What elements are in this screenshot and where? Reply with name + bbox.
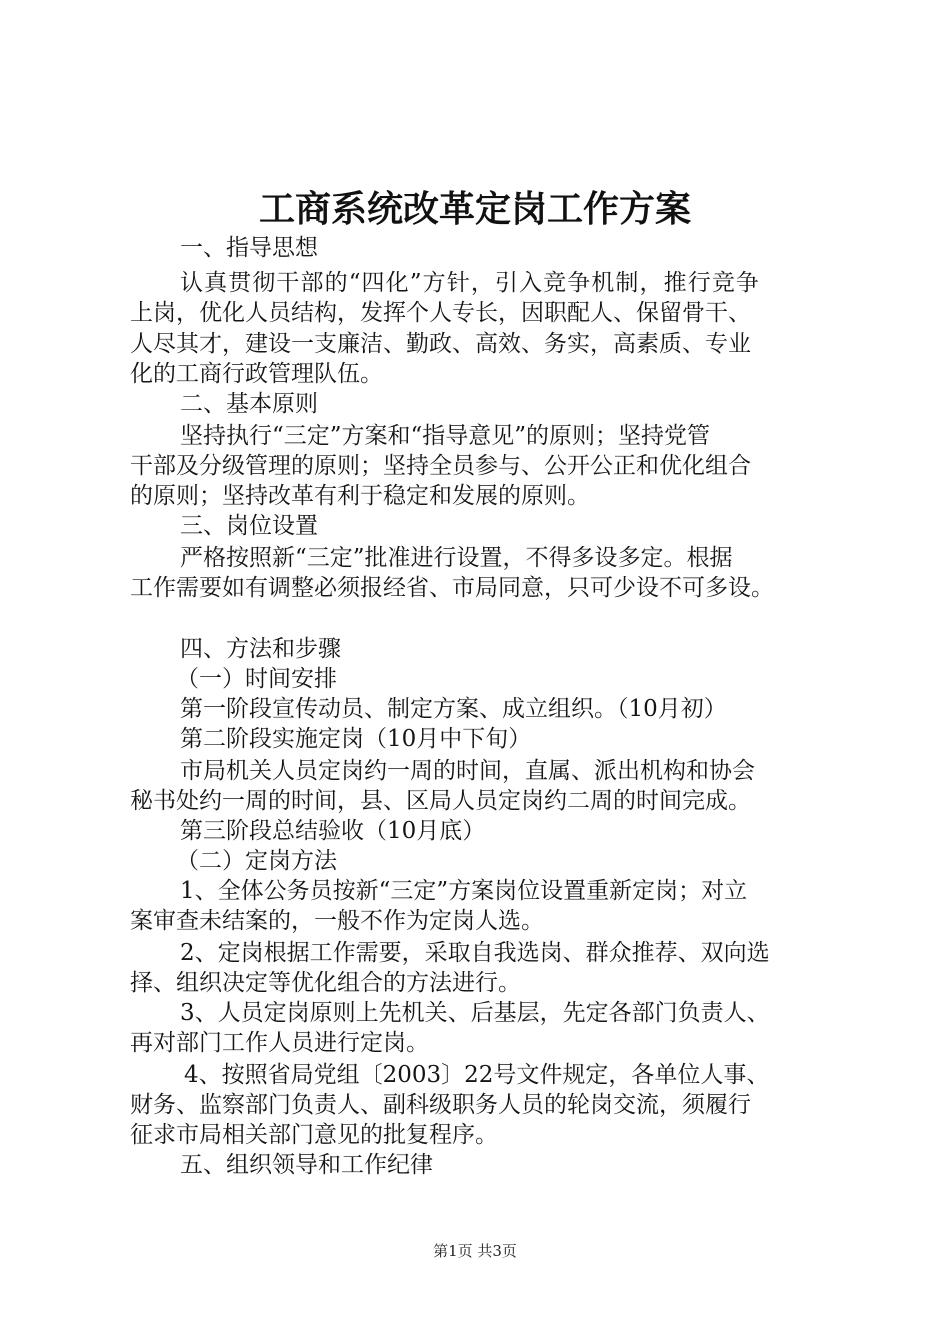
subsection-heading: （二）定岗方法 <box>176 848 337 874</box>
section-heading: 三、岗位设置 <box>180 513 318 539</box>
page-number-footer: 第1页 共3页 <box>433 1242 517 1260</box>
list-item-line: 择、组织决定等优化组合的方法进行。 <box>130 970 521 996</box>
section-heading: 五、组织领导和工作纪律 <box>180 1152 433 1178</box>
paragraph-line: 第三阶段总结验收（10月底） <box>180 818 486 844</box>
document-title: 工商系统改革定岗工作方案 <box>258 188 691 230</box>
list-item-line: 案审查未结案的，一般不作为定岗人选。 <box>130 908 544 934</box>
paragraph-line: 市局机关人员定岗约一周的时间，直属、派出机构和协会 <box>180 758 755 784</box>
paragraph-line: 第一阶段宣传动员、制定方案、成立组织。（10月初） <box>180 696 727 722</box>
paragraph-line: 坚持执行“三定”方案和“指导意见”的原则；坚持党管 <box>180 423 711 449</box>
paragraph-line: 认真贯彻干部的“四化”方针，引入竞争机制，推行竞争 <box>180 270 761 296</box>
list-item-line: 2、定岗根据工作需要，采取自我选岗、群众推荐、双向选 <box>180 940 770 966</box>
section-heading: 四、方法和步骤 <box>180 636 341 662</box>
list-item-line: 征求市局相关部门意见的批复程序。 <box>130 1122 498 1148</box>
subsection-heading: （一）时间安排 <box>176 666 337 692</box>
paragraph-line: 严格按照新“三定”批准进行设置，不得多设多定。根据 <box>180 545 733 571</box>
paragraph-line: 第二阶段实施定岗（10月中下旬） <box>180 726 532 752</box>
paragraph-line: 人尽其才，建设一支廉洁、勤政、高效、务实，高素质、专业 <box>130 331 751 357</box>
section-heading: 一、指导思想 <box>180 235 318 261</box>
list-item-line: 再对部门工作人员进行定岗。 <box>130 1030 429 1056</box>
paragraph-line: 化的工商行政管理队伍。 <box>130 361 383 387</box>
paragraph-line: 上岗，优化人员结构，发挥个人专长，因职配人、保留骨干、 <box>130 300 751 326</box>
list-item-line: 财务、监察部门负责人、副科级职务人员的轮岗交流，须履行 <box>130 1092 751 1118</box>
list-item-line: 4、按照省局党组〔2003〕22号文件规定，各单位人事、 <box>184 1062 770 1088</box>
section-heading: 二、基本原则 <box>180 391 318 417</box>
paragraph-line: 干部及分级管理的原则；坚持全员参与、公开公正和优化组合 <box>130 453 751 479</box>
paragraph-line: 的原则；坚持改革有利于稳定和发展的原则。 <box>130 483 590 509</box>
list-item-line: 3、人员定岗原则上先机关、后基层，先定各部门负责人、 <box>180 1000 770 1026</box>
paragraph-line: 工作需要如有调整必须报经省、市局同意，只可少设不可多设。 <box>130 575 774 601</box>
paragraph-line: 秘书处约一周的时间，县、区局人员定岗约二周的时间完成。 <box>130 788 751 814</box>
list-item-line: 1、全体公务员按新“三定”方案岗位设置重新定岗；对立 <box>180 878 748 904</box>
